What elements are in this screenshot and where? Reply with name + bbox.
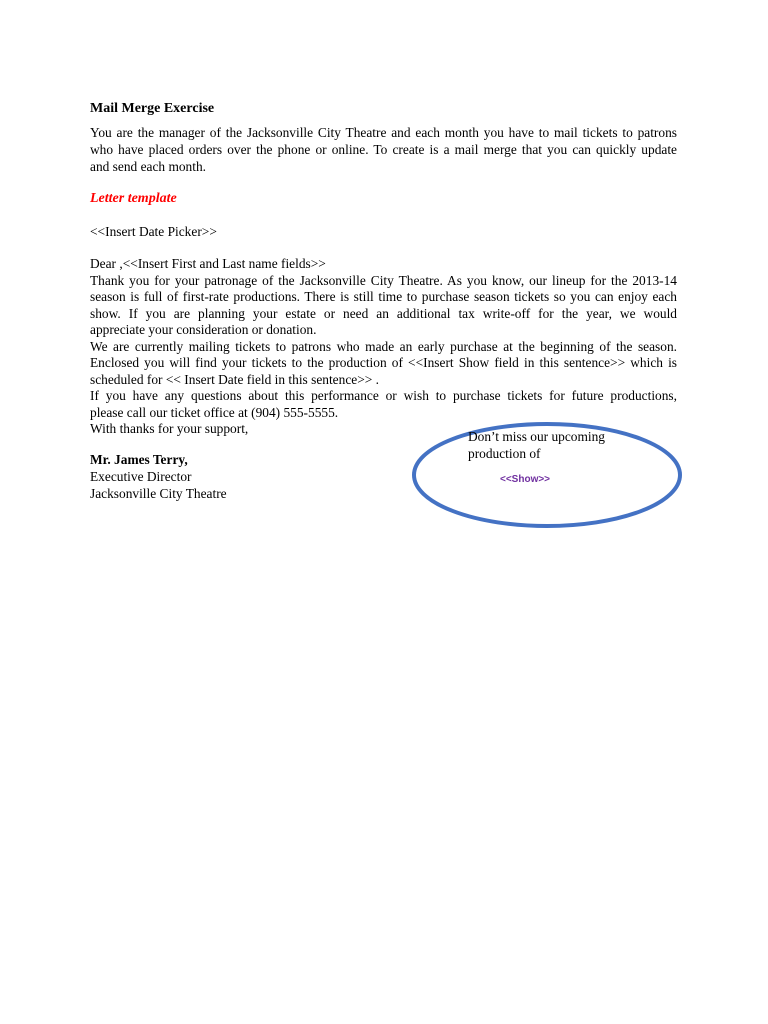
paragraph-2-line: scheduled for << Insert Date field in this sentence>> . [90, 371, 380, 387]
callout-line: Don’t miss our upcoming [468, 429, 606, 444]
intro-line: and send each month. [90, 159, 207, 174]
closing-line: With thanks for your support, [90, 421, 249, 436]
signer-name: Mr. James Terry, [90, 452, 188, 467]
paragraph-3-line: please call our ticket office at (904) 555-5555. [90, 404, 339, 420]
paragraph-1-line: Thank you for your patronage of the Jacksonville City Theatre. As you know, our lineup for the 2013-14 [90, 272, 677, 288]
paragraph-1-line: show. If you are planning your estate or need an additional tax write-off for the year, we would [90, 305, 677, 321]
paragraph-1-line: appreciate your consideration or donation. [90, 322, 317, 337]
callout-line: production of [468, 446, 541, 461]
letter-template-heading: Letter template [90, 191, 177, 206]
signer-role: Executive Director [90, 469, 192, 484]
salutation: Dear ,<<Insert First and Last name fields>> [90, 256, 326, 271]
letter-body [90, 256, 677, 438]
signer-organization: Jacksonville City Theatre [90, 486, 227, 501]
callout-text [468, 428, 638, 462]
intro-line: You are the manager of the Jacksonville City Theatre and each month you have to mail tickets to patrons [90, 125, 677, 140]
paragraph-2-line: We are currently mailing tickets to patrons who made an early purchase at the beginning of the season. [90, 338, 677, 354]
intro-line: who have placed orders over the phone or online. To create is a mail merge that you can quickly update [90, 142, 677, 157]
intro-paragraph [90, 124, 677, 175]
paragraph-1-line: season is full of first-rate productions. There is still time to purchase season tickets so you can enjoy each [90, 289, 677, 304]
callout-oval [412, 421, 682, 529]
date-picker-field: <<Insert Date Picker>> [90, 224, 217, 239]
paragraph-3-line: If you have any questions about this performance or wish to purchase tickets for future productions, [90, 388, 677, 403]
paragraph-2-line: Enclosed you will find your tickets to the production of <<Insert Show field in this sentence>> which is [90, 355, 677, 370]
show-merge-field: <<Show>> [500, 474, 551, 485]
document-title: Mail Merge Exercise [90, 101, 215, 116]
signature-block [90, 451, 227, 502]
